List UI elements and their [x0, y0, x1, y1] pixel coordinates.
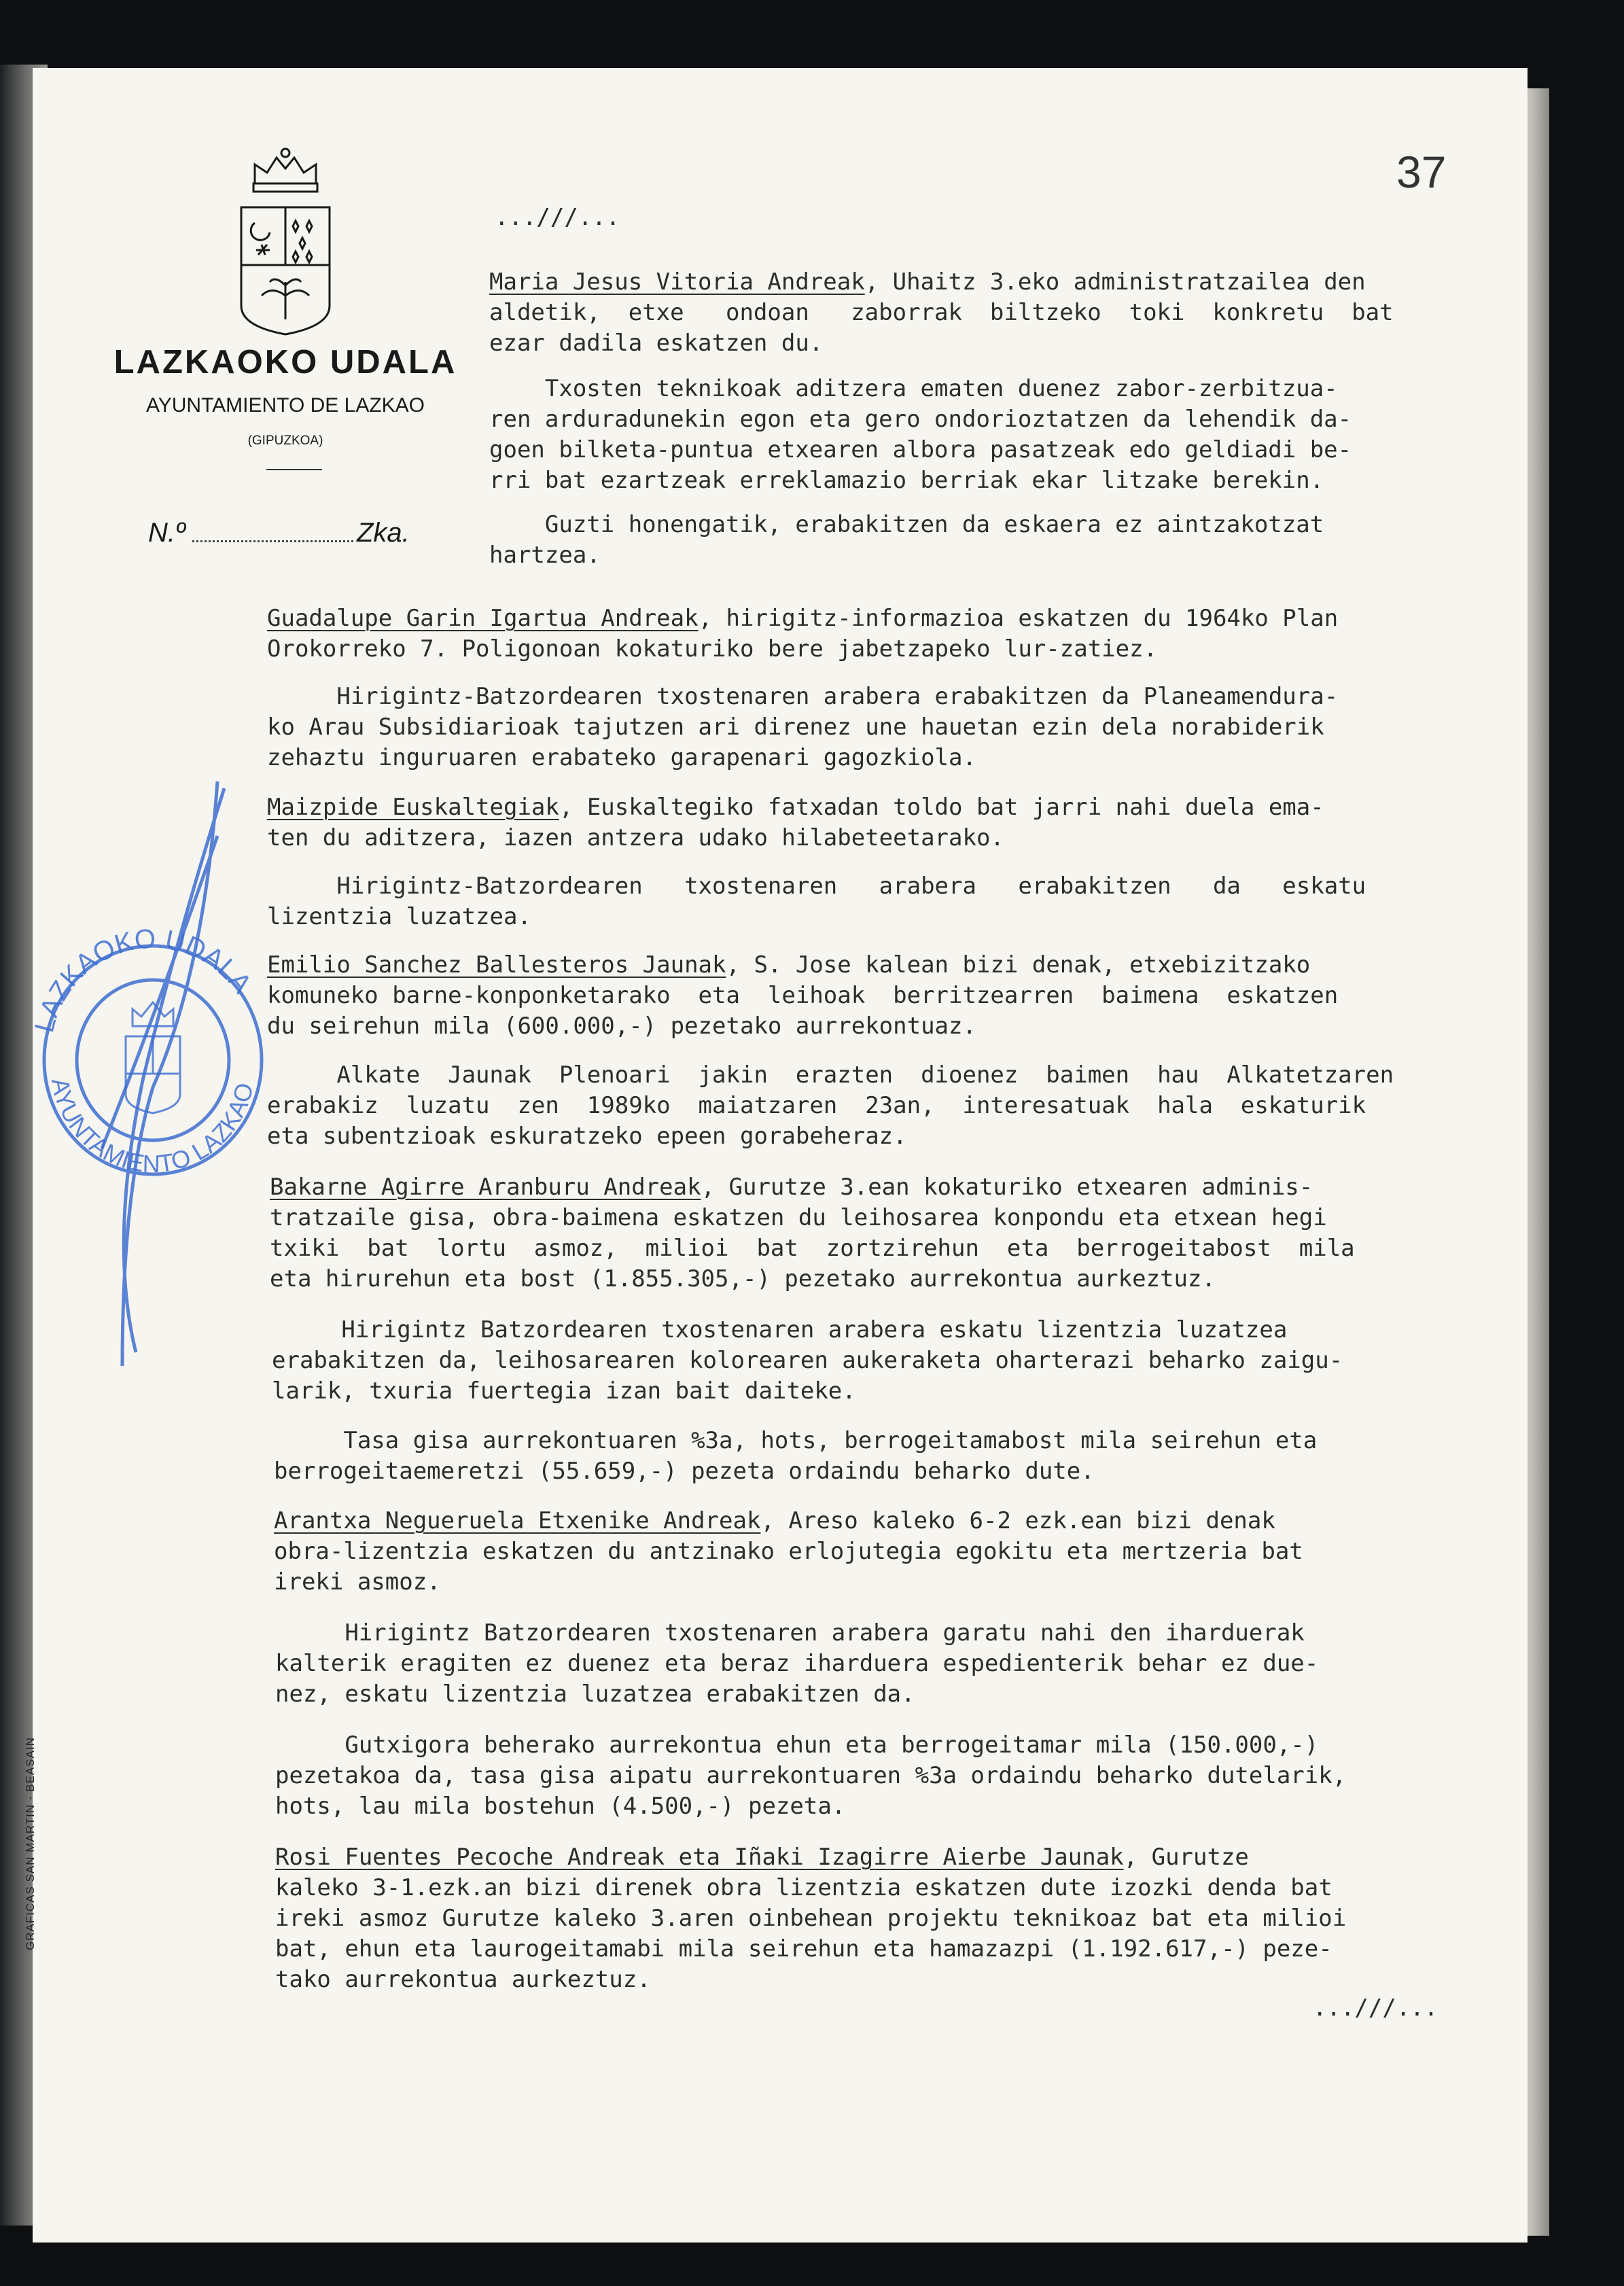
line-text: txiki bat lortu asmoz, milioi bat zortzirehun eta berrogeitabost mila	[270, 1235, 1355, 1262]
line-text: erabakitzen da, leihosarearen kolorearen aukeraketa oharterazi beharko zaigu-	[272, 1347, 1343, 1374]
text-line	[275, 1793, 845, 1820]
svg-text:LAZKAOKO UDALA: LAZKAOKO UDALA	[29, 924, 258, 1036]
org-province: (GIPUZKOA)	[247, 434, 323, 448]
text-line	[489, 542, 601, 569]
line-text: berrogeitaemeretzi (55.659,-) pezeta ordaindu beharko dute.	[274, 1458, 1095, 1485]
line-text: erabakiz luzatu zen 1989ko maiatzaren 23an, interesatuak hala eskaturik	[267, 1092, 1366, 1119]
line-text: , Areso kaleko 6-2 ezk.ean bizi denak	[760, 1507, 1275, 1534]
line-text: goen bilketa-puntua etxearen albora pasatzeak edo geldiadi be-	[489, 436, 1352, 463]
text-line	[270, 1204, 1327, 1231]
line-text: Orokorreko 7. Poligonoan kokaturiko bere jabetzapeko lur-zatiez.	[267, 635, 1158, 663]
text-line	[489, 375, 1338, 402]
text-line	[489, 330, 823, 357]
line-text: , Euskaltegiko fatxadan toldo bat jarri nahi duela ema-	[559, 794, 1324, 821]
line-text: ireki asmoz.	[274, 1568, 441, 1596]
line-text: ...///...	[1313, 1994, 1438, 2022]
text-line	[489, 511, 1324, 538]
applicant-name: Emilio Sanchez Ballesteros Jaunak	[267, 951, 726, 979]
text-line	[270, 1174, 1313, 1201]
applicant-name: Arantxa Negueruela Etxenike Andreak	[274, 1507, 761, 1534]
reference-number-label: N.º	[148, 518, 186, 548]
line-text: , Gurutze 3.ean kokaturiko etxearen adminis-	[701, 1174, 1313, 1201]
text-line	[274, 1427, 1317, 1454]
line-text: rri bat ezartzeak erreklamazio berriak ekar litzake berekin.	[489, 467, 1324, 494]
line-text: larik, txuria fuertegia izan bait daiteke.	[272, 1377, 856, 1405]
text-line	[267, 1061, 1394, 1089]
org-name-basque: LAZKAOKO UDALA	[113, 344, 457, 381]
line-text: Gutxigora beherako aurrekontua ehun eta berrogeitamar mila (150.000,-)	[275, 1731, 1319, 1759]
line-text: ireki asmoz Gurutze kaleko 3.aren oinbehean projektu teknikoaz bat eta milioi	[275, 1905, 1347, 1932]
line-text: ren arduradunekin egon eta gero ondorioztatzen da lehendik da-	[489, 406, 1352, 433]
text-line	[267, 744, 976, 771]
line-text: , Gurutze	[1123, 1844, 1249, 1871]
text-line	[275, 1874, 1332, 1901]
line-text: Alkate Jaunak Plenoari jakin erazten dioenez baimen hau Alkatetzaren	[267, 1061, 1394, 1089]
svg-text:AYUNTAMIENTO LAZKAO: AYUNTAMIENTO LAZKAO	[46, 1076, 259, 1178]
line-text: ...///...	[495, 204, 620, 231]
line-text: , hirigitz-informazioa eskatzen du 1964ko Plan	[698, 605, 1339, 632]
text-line	[489, 299, 1394, 326]
line-text: Hirigintz Batzordearen txostenaren arabera garatu nahi den iharduerak	[275, 1619, 1305, 1647]
line-text: kalterik eragiten ez duenez eta beraz iharduera espedienterik behar ez due-	[275, 1650, 1319, 1677]
reference-zka-label: Zka.	[357, 518, 410, 548]
divider	[266, 469, 322, 470]
text-line	[267, 683, 1338, 710]
line-text: Hirigintz-Batzordearen txostenaren arabera erabakitzen da Planeamendura-	[267, 683, 1339, 710]
text-line	[272, 1316, 1287, 1343]
line-text: ezar dadila eskatzen du.	[489, 330, 824, 357]
text-line	[267, 982, 1338, 1009]
text-line	[275, 1844, 1249, 1871]
line-text: hots, lau mila bostehun (4.500,-) pezeta.	[275, 1793, 846, 1820]
applicant-name: Guadalupe Garin Igartua Andreak	[267, 605, 699, 632]
line-text: obra-lizentzia eskatzen du antzinako erlojutegia egokitu eta mertzeria bat	[274, 1538, 1303, 1565]
line-text: pezetakoa da, tasa gisa aipatu aurrekontuaren %3a ordaindu beharko dutelarik,	[275, 1762, 1347, 1789]
line-text: Hirigintz-Batzordearen txostenaren arabera erabakitzen da eskatu	[267, 873, 1366, 900]
line-text: eta hirurehun eta bost (1.855.305,-) pezetako aurrekontua aurkeztuz.	[270, 1265, 1216, 1293]
text-line	[489, 268, 1366, 296]
text-line	[275, 1905, 1346, 1932]
line-text: Hirigintz Batzordearen txostenaren arabera eskatu lizentzia luzatzea	[272, 1316, 1288, 1343]
text-line	[267, 1123, 907, 1150]
line-text: tratzaile gisa, obra-baimena eskatzen du leihosarea konpondu eta etxean hegi	[270, 1204, 1327, 1231]
applicant-name: Maria Jesus Vitoria Andreak	[489, 268, 865, 296]
text-line	[275, 1966, 651, 1993]
line-text: ko Arau Subsidiarioak tajutzen ari direnez une hauetan ezin dela norabiderik	[267, 714, 1324, 741]
text-line	[275, 1650, 1318, 1677]
text-line	[267, 903, 531, 930]
line-text: tako aurrekontua aurkeztuz.	[275, 1966, 651, 1993]
text-line	[270, 1235, 1355, 1262]
text-line	[275, 1681, 915, 1708]
text-line	[267, 1092, 1366, 1119]
text-line	[267, 635, 1157, 663]
line-text: Guzti honengatik, erabakitzen da eskaera ez aintzakotzat	[489, 511, 1324, 538]
line-text: du seirehun mila (600.000,-) pezetako aurrekontuaz.	[267, 1013, 976, 1040]
text-line	[274, 1568, 441, 1596]
applicant-name: Bakarne Agirre Aranburu Andreak	[270, 1174, 701, 1201]
line-text: komuneko barne-konponketarako eta leihoak berritzearren baimena eskatzen	[267, 982, 1339, 1009]
line-text: Txosten teknikoak aditzera ematen duenez zabor-zerbitzua-	[489, 375, 1338, 402]
text-line	[275, 1731, 1318, 1759]
org-name-spanish: AYUNTAMIENTO DE LAZKAO	[145, 394, 425, 417]
text-line	[267, 794, 1324, 821]
line-text: nez, eskatu lizentzia luzatzea erabakitzen da.	[275, 1681, 915, 1708]
text-line	[267, 605, 1338, 632]
text-line	[489, 406, 1352, 433]
text-line	[275, 1619, 1305, 1647]
text-line	[272, 1347, 1343, 1374]
line-text: kaleko 3-1.ezk.an bizi direnek obra lizentzia eskatzen dute izozki denda bat	[275, 1874, 1332, 1901]
line-text: bat, ehun eta laurogeitamabi mila seirehun eta hamazazpi (1.192.617,-) peze-	[275, 1935, 1332, 1963]
official-stamp-icon	[20, 768, 272, 1379]
applicant-name: Rosi Fuentes Pecoche Andreak eta Iñaki Izagirre Aierbe Jaunak	[275, 1844, 1124, 1871]
text-line	[274, 1507, 1275, 1534]
line-text: ten du aditzera, iazen antzera udako hilabeteetarako.	[267, 824, 1004, 851]
text-line	[274, 1458, 1095, 1485]
text-line	[495, 204, 620, 231]
text-line	[489, 436, 1352, 463]
text-line	[267, 1013, 976, 1040]
text-line	[267, 873, 1366, 900]
text-line	[272, 1377, 856, 1405]
reference-number-field	[192, 540, 353, 542]
text-line	[489, 467, 1324, 494]
line-text: , S. Jose kalean bizi denak, etxebizitzako	[726, 951, 1311, 979]
line-text: zehaztu inguruaren erabateko garapenari gagozkiola.	[267, 744, 976, 771]
line-text: aldetik, etxe ondoan zaborrak biltzeko toki konkretu bat	[489, 299, 1394, 326]
page-number: 37	[1396, 147, 1447, 197]
line-text: , Uhaitz 3.eko administratzailea den	[864, 268, 1366, 296]
line-text: Tasa gisa aurrekontuaren %3a, hots, berrogeitamabost mila seirehun eta	[274, 1427, 1318, 1454]
municipal-crest-icon	[234, 143, 336, 340]
text-line	[1313, 1994, 1438, 2022]
text-line	[270, 1265, 1216, 1293]
text-line	[267, 951, 1310, 979]
text-line	[275, 1935, 1332, 1963]
line-text: lizentzia luzatzea.	[267, 903, 531, 930]
applicant-name: Maizpide Euskaltegiak	[267, 794, 559, 821]
printer-credit: GRAFICAS SAN MARTIN - BEASAIN	[24, 1737, 37, 1950]
text-line	[274, 1538, 1303, 1565]
text-line	[267, 714, 1324, 741]
text-line	[267, 824, 1004, 851]
line-text: hartzea.	[489, 542, 601, 569]
line-text: eta subentzioak eskuratzeko epeen gorabeheraz.	[267, 1123, 907, 1150]
text-line	[275, 1762, 1346, 1789]
